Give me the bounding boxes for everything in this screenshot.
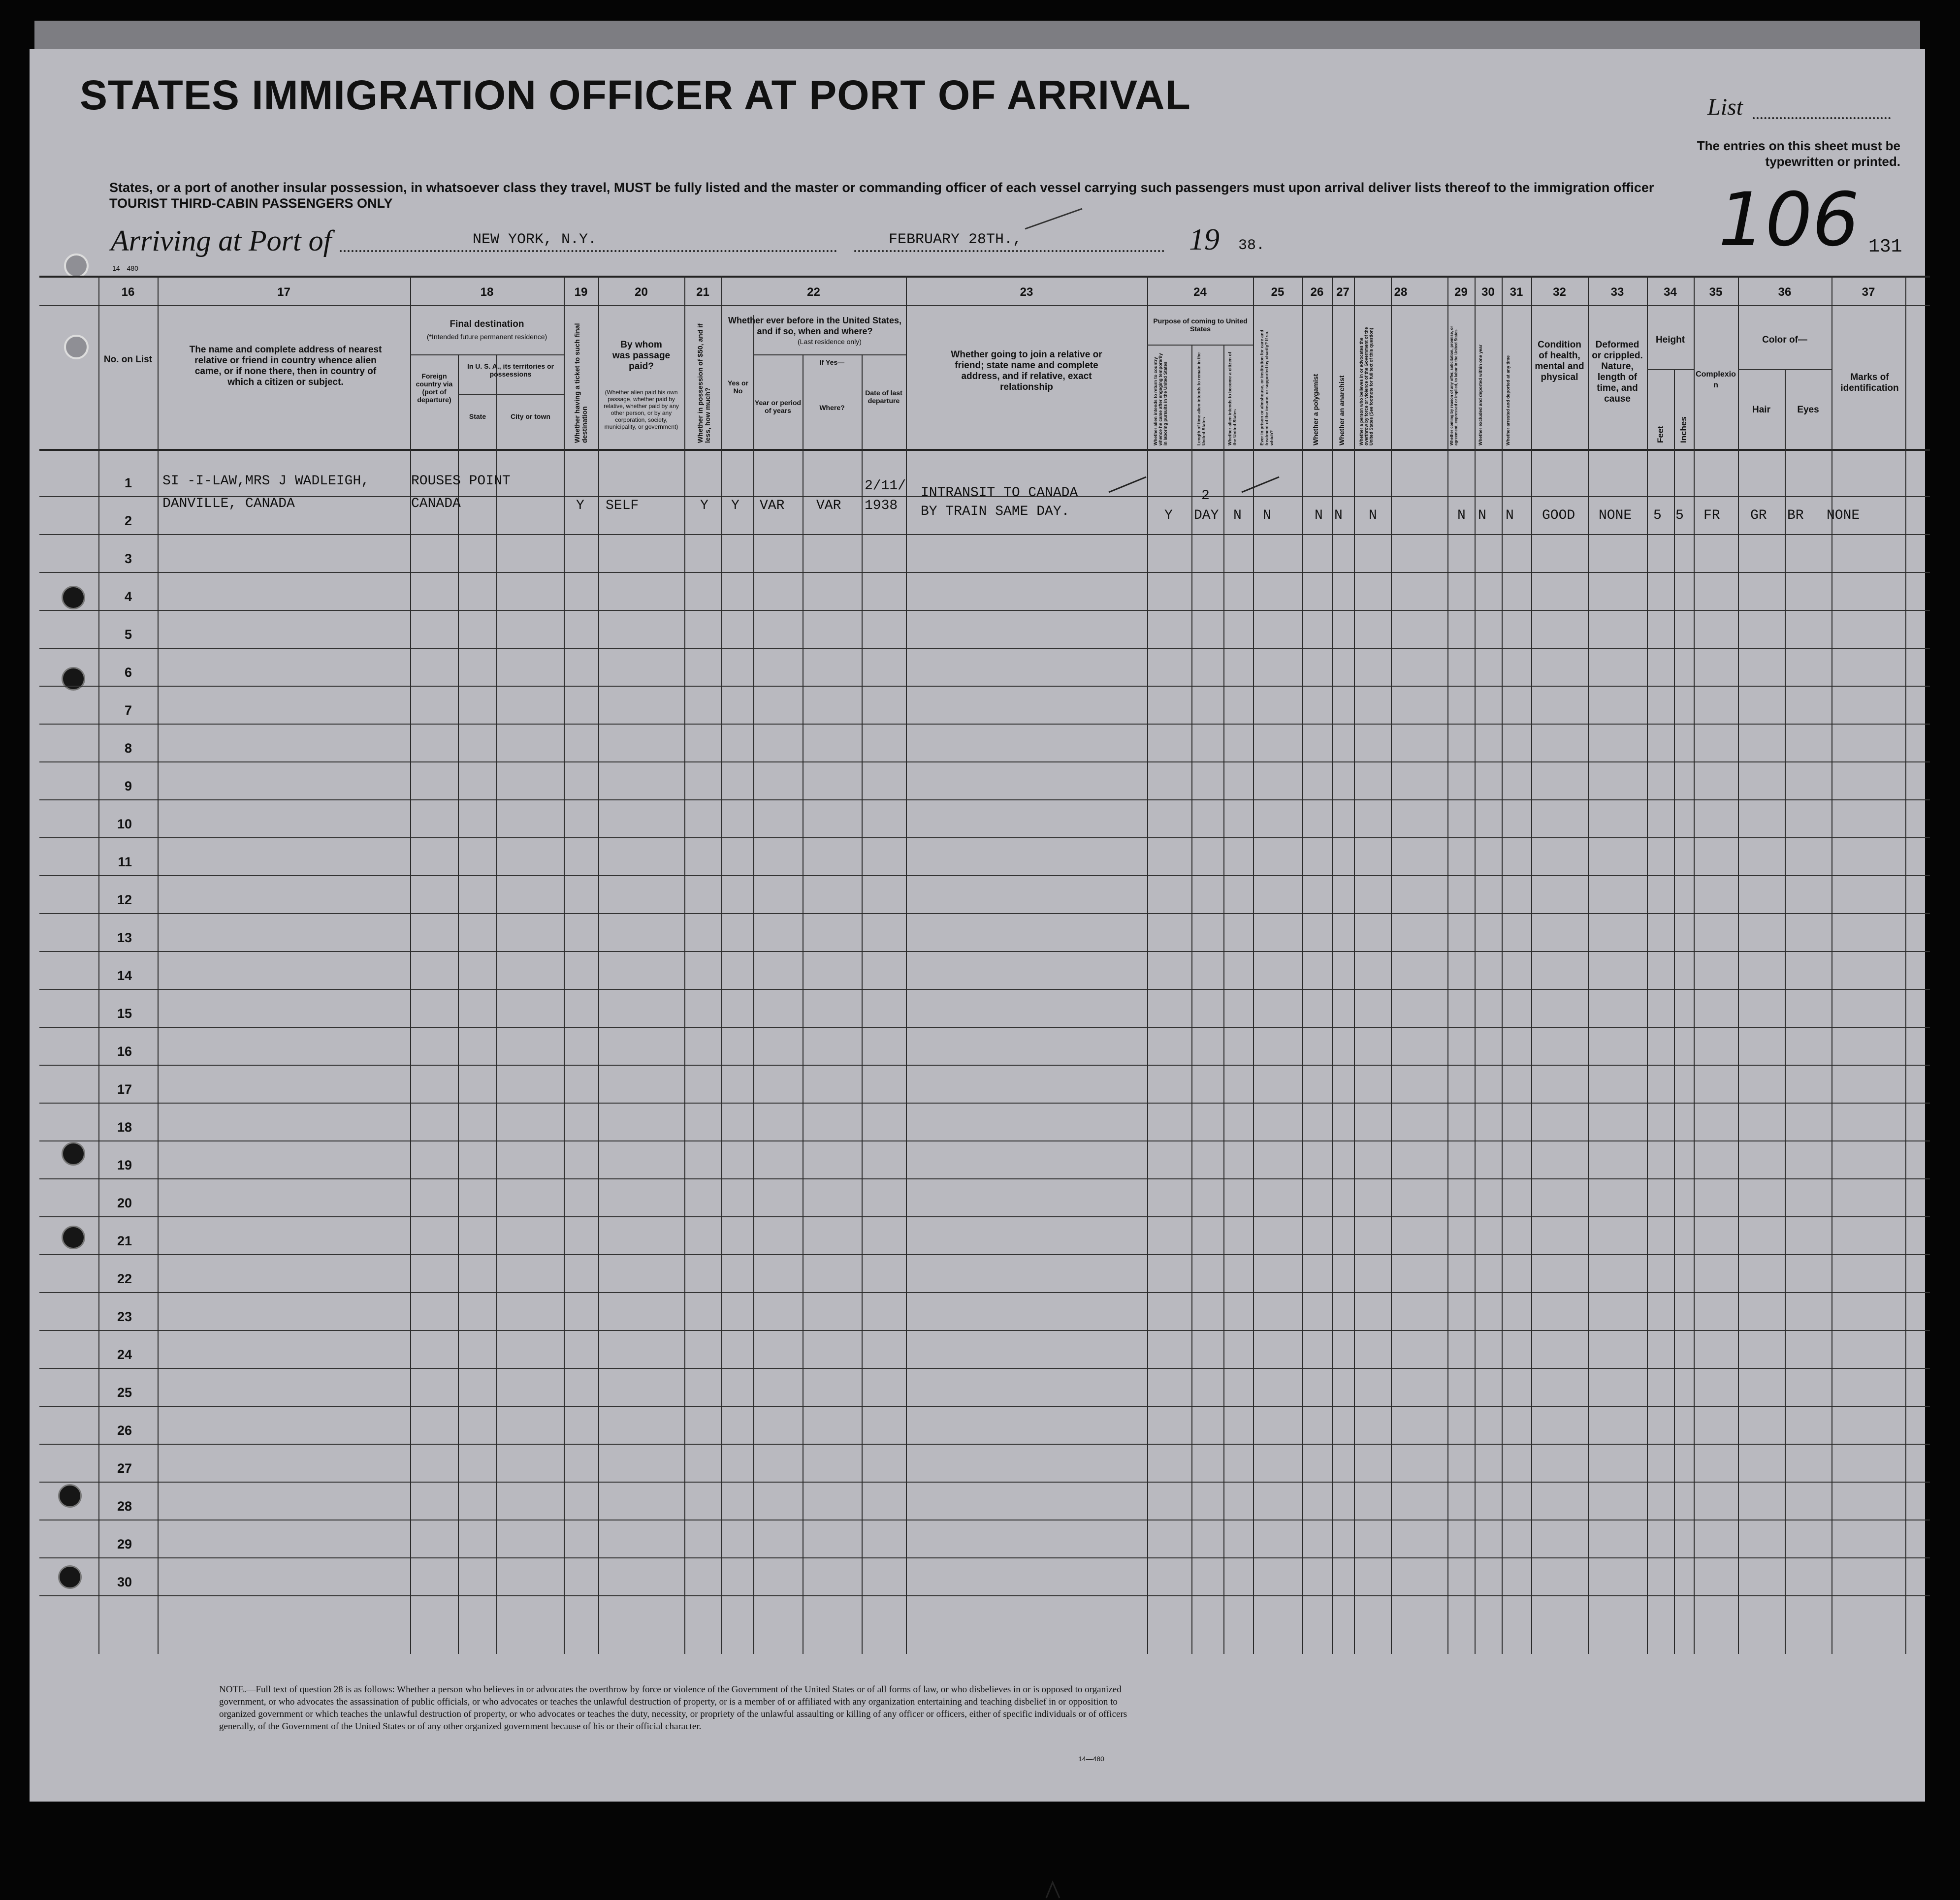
row-number: 15: [117, 1006, 132, 1021]
col-divider: [1391, 276, 1392, 1654]
row-number: 26: [117, 1423, 132, 1438]
col-divider: [1147, 276, 1148, 1654]
row-rule: [39, 837, 1930, 838]
col-divider: [1502, 276, 1503, 1654]
header-no-on-list: No. on List: [103, 354, 153, 365]
header-ticket: Whether having a ticket to such final destination: [573, 323, 588, 443]
col-number: 31: [1510, 285, 1523, 299]
row-rule: [39, 799, 1930, 800]
row-number: 4: [124, 589, 132, 604]
height-inches-value: 5: [1675, 508, 1684, 523]
row-rule: [39, 913, 1930, 914]
foreign-port-line2: CANADA: [411, 496, 461, 511]
col-number: 37: [1862, 285, 1875, 299]
last-departure-line1: 2/11/: [865, 478, 906, 494]
col-number: 16: [121, 285, 135, 299]
col-divider: [1738, 276, 1739, 1654]
header-question-31: Whether arrested and deported at any time: [1506, 355, 1510, 445]
port-dotted-line: [340, 250, 837, 252]
row-rule: [39, 1178, 1930, 1179]
question-28-value: N: [1369, 508, 1377, 523]
col-number: 29: [1454, 285, 1468, 299]
row-rule: [39, 686, 1930, 687]
header-foreign-country: Foreign country via (port of departure): [416, 372, 453, 404]
col-divider: [1531, 276, 1532, 1654]
last-departure-line2: 1938: [865, 498, 898, 513]
before-us-value: Y: [731, 498, 739, 513]
port-value: NEW YORK, N.Y.: [473, 231, 597, 248]
header-purpose: Purpose of coming to United States: [1153, 317, 1248, 333]
header-final-destination-note: (*Intended future permanent residence): [426, 333, 547, 341]
where-value: VAR: [816, 498, 841, 513]
subtitle-line2: TOURIST THIRD-CABIN PASSENGERS ONLY: [109, 196, 393, 211]
header-color: Color of—: [1762, 335, 1807, 345]
hair-value: GR: [1750, 508, 1767, 523]
col-divider: [1191, 345, 1192, 1654]
col-divider: [906, 276, 907, 1654]
header-period: Year or period of years: [754, 399, 802, 414]
subhead-rule: [753, 354, 906, 355]
col-number: 27: [1336, 285, 1350, 299]
col-number: 32: [1553, 285, 1566, 299]
col-divider: [1447, 276, 1448, 1654]
row-rule: [39, 1292, 1930, 1293]
binder-hole: [64, 253, 89, 278]
col-divider: [1332, 276, 1333, 1654]
col-number: 23: [1020, 285, 1033, 299]
page-title: STATES IMMIGRATION OFFICER AT PORT OF ARRIVAL: [80, 72, 1191, 118]
col-number: 17: [277, 285, 290, 299]
col-divider: [564, 276, 565, 1654]
length-line1: 2: [1201, 488, 1210, 504]
row-rule: [39, 724, 1930, 725]
header-prison: Ever in prison or almshouse, or institution for care and treatment of the insane, or supported by charity? If so, which?: [1259, 329, 1274, 445]
col-number: 19: [574, 285, 588, 299]
header-marks: Marks of identification: [1840, 372, 1899, 393]
row-rule: [39, 1027, 1930, 1028]
paid-by-value: SELF: [606, 498, 639, 513]
col-number: 20: [635, 285, 648, 299]
row-number: 24: [117, 1347, 132, 1362]
col-number: 22: [807, 285, 820, 299]
row-number: 7: [124, 703, 132, 718]
question-31-value: N: [1506, 508, 1514, 523]
header-yes-no: Yes or No: [727, 379, 749, 395]
row-rule: [39, 1406, 1930, 1407]
row-number: 22: [117, 1271, 132, 1286]
row-number: 9: [124, 779, 132, 793]
row-rule: [39, 1330, 1930, 1331]
col-number: 28: [1394, 285, 1408, 299]
row-rule: [39, 1140, 1930, 1141]
col-number: 25: [1271, 285, 1285, 299]
row-rule: [39, 1557, 1930, 1558]
header-deformed: Deformed or crippled. Nature, length of time, and cause: [1592, 340, 1643, 404]
check-mark-icon: [1241, 475, 1280, 495]
row-number: 20: [117, 1196, 132, 1210]
date-dotted-line: [854, 250, 1164, 252]
col-divider: [1831, 276, 1832, 1654]
col-divider: [458, 354, 459, 1654]
list-dotted-line: [1753, 117, 1891, 119]
col-divider: [1785, 369, 1786, 1654]
row-rule: [39, 1444, 1930, 1445]
header-last-residence: (Last residence only): [798, 338, 862, 346]
row-number: 1: [124, 475, 132, 490]
row-number: 5: [124, 627, 132, 642]
header-feet: Feet: [1656, 426, 1665, 443]
col-number: 26: [1310, 285, 1324, 299]
subhead-rule: [410, 354, 564, 355]
row-number: 3: [124, 551, 132, 566]
subhead-rule: [458, 394, 564, 395]
marks-value: NONE: [1827, 508, 1860, 523]
header-top-rule: [39, 276, 1930, 278]
row-rule: [39, 1595, 1930, 1596]
row-number: 2: [124, 513, 132, 528]
check-mark-icon: [1024, 207, 1083, 231]
col-divider: [1475, 276, 1476, 1654]
question-30-value: N: [1478, 508, 1486, 523]
eyes-value: BR: [1787, 508, 1804, 523]
page-number: 131: [1868, 236, 1902, 257]
header-return-intent: Whether alien intends to return to country whence he came after engaging temporarily in laboring pursuits in the United States: [1153, 353, 1168, 445]
row-rule: [39, 1103, 1930, 1104]
header-complexion: Complexion: [1696, 370, 1736, 389]
row-number: 16: [117, 1044, 132, 1059]
header-anarchist: Whether an anarchist: [1338, 375, 1346, 445]
row-rule: [39, 875, 1930, 876]
col-number: 33: [1610, 285, 1624, 299]
year-suffix: 38.: [1238, 237, 1265, 254]
header-height: Height: [1655, 335, 1685, 345]
row-rule: [39, 572, 1930, 573]
col-divider: [1674, 369, 1675, 1654]
row-number: 18: [117, 1120, 132, 1135]
row-number: 19: [117, 1158, 132, 1172]
row-number: 6: [124, 665, 132, 680]
subhead-rule: [1147, 345, 1253, 346]
height-feet-value: 5: [1653, 508, 1662, 523]
row-number: 27: [117, 1461, 132, 1476]
fifty-dollars-value: Y: [700, 498, 708, 513]
col-divider: [721, 276, 722, 1654]
length-line2: DAY: [1194, 508, 1219, 523]
row-number: 30: [117, 1575, 132, 1589]
row-rule: [39, 534, 1930, 535]
header-eyes: Eyes: [1797, 405, 1819, 415]
header-health: Condition of health, mental and physical: [1535, 340, 1584, 382]
header-citizen-intent: Whether alien intends to become a citizen of the United States: [1227, 351, 1237, 445]
header-join-relative: Whether going to join a relative or friend; state name and complete address, and if relative, exact relationship: [951, 349, 1102, 392]
row-rule: [39, 1065, 1930, 1066]
citizen-value: N: [1233, 508, 1242, 523]
header-question-28: Whether a person who believes in or advocates the overthrow by force or violence of the Government of the United States (See footnote for full text of this question): [1359, 327, 1374, 445]
deformed-value: NONE: [1599, 508, 1632, 523]
col-divider: [684, 276, 685, 1654]
header-passage-paid: By whom was passage paid?: [612, 340, 671, 372]
col-divider: [496, 354, 497, 1654]
col-divider: [1588, 276, 1589, 1654]
col-divider: [158, 276, 159, 1654]
header-state: State: [469, 412, 486, 420]
col-number: 34: [1664, 285, 1677, 299]
form-code-top: 14—480: [112, 264, 138, 272]
row-number: 12: [117, 892, 132, 907]
col-divider: [598, 276, 599, 1654]
health-value: GOOD: [1542, 508, 1575, 523]
col-divider: [753, 315, 754, 1654]
col-number: 35: [1709, 285, 1723, 299]
col-divider: [1647, 276, 1648, 1654]
row-number: 23: [117, 1309, 132, 1324]
subtitle-line1: States, or a port of another insular possession, in whatsoever class they travel, MUST be fully listed and the master or commanding officer of each vessel carrying such passengers must upon arrival deliver lists thereof to the immigration officer: [109, 180, 1654, 195]
entries-note: The entries on this sheet must be typewritten or printed.: [1697, 138, 1900, 169]
col-divider: [98, 276, 99, 1654]
form-code-bottom: 14—480: [1078, 1755, 1104, 1763]
row-rule: [39, 1368, 1930, 1369]
header-final-destination: Final destination: [450, 319, 524, 329]
col-divider: [1905, 276, 1906, 1654]
col-number: 24: [1193, 285, 1207, 299]
joining-line2: BY TRAIN SAME DAY.: [921, 504, 1070, 519]
col-number: 18: [480, 285, 494, 299]
row-rule: [39, 1216, 1930, 1217]
foreign-port-line1: ROUSES POINT: [411, 474, 511, 489]
row-number: 17: [117, 1082, 132, 1097]
return-intent-value: Y: [1164, 508, 1173, 523]
col-divider: [1223, 345, 1224, 1654]
header-bottom-rule: [39, 449, 1930, 451]
header-before-us: Whether ever before in the United States, and if so, when and where?: [728, 316, 902, 336]
anarchist-value: N: [1334, 508, 1343, 523]
list-label: List: [1707, 94, 1743, 120]
row-number: 25: [117, 1385, 132, 1400]
header-fifty-dollars: Whether in possession of $50, and if less, how much?: [696, 323, 711, 443]
ticket-value: Y: [576, 498, 584, 513]
row-rule: [39, 1254, 1930, 1255]
col-divider: [1354, 276, 1355, 1654]
header-where: Where?: [819, 404, 845, 412]
header-passage-note: (Whether alien paid his own passage, whether paid by relative, whether paid by any other person, or by any corporation, society, municipality, or government): [604, 389, 679, 430]
header-inches: Inches: [1679, 416, 1688, 443]
list-number: 106: [1718, 177, 1860, 263]
col-divider: [862, 354, 863, 1654]
row-rule: [39, 951, 1930, 952]
col-divider: [1302, 276, 1303, 1654]
header-polygamist: Whether a polygamist: [1312, 374, 1319, 445]
header-city: City or town: [511, 412, 550, 420]
row-number: 11: [118, 855, 132, 869]
period-value: VAR: [760, 498, 785, 513]
header-question-30: Whether excluded and deported within one year: [1478, 344, 1483, 445]
row-rule: [39, 989, 1930, 990]
polygamist-value: N: [1315, 508, 1323, 523]
footnote-question-28: NOTE.—Full text of question 28 is as follows: Whether a person who believes in or advocates the overthrow by force or violence of the Government of the United States or of all forms of law, or who disbelieves in or is opposed to organized government, or who advocates the assassination of public officials, or who advocates or teaches the unlawful destruction of property, or is a member of or affiliated with any organization entertaining and teaching disbelief in or opposition to organized government or which teaches the unlawful destruction of property, or who advocates or teaches the duty, necessity, or propriety of the unlawful assaulting or killing of any officer or officers, either of specific individuals or of officers generally, of the Government of the United States or of any other organized government because of his or their official character.: [219, 1684, 1127, 1732]
subhead-rule: [1647, 369, 1694, 370]
header-hair: Hair: [1752, 405, 1770, 415]
header-last-departure: Date of last departure: [865, 389, 902, 405]
row-number: 29: [117, 1537, 132, 1552]
row-number: 14: [117, 968, 132, 983]
relative-address-line2: DANVILLE, CANADA: [162, 496, 295, 511]
year-prefix: 19: [1189, 223, 1220, 256]
header-relative-address: The name and complete address of nearest relative or friend in country whence alien came, or if none there, then in country of which a citizen or subject.: [189, 345, 382, 387]
header-question-29: Whether coming by reason of any offer, solicitation, promise, or agreement, expressed or implied, to labor in the United States: [1449, 326, 1458, 445]
header-in-usa: In U. S. A., its territories or possessions: [467, 362, 554, 378]
col-number: 36: [1778, 285, 1792, 299]
row-rule: [39, 1482, 1930, 1483]
colnum-rule: [39, 305, 1930, 306]
complexion-value: FR: [1703, 508, 1720, 523]
row-number: 10: [117, 817, 132, 831]
caret-mark-icon: [1044, 1880, 1063, 1900]
col-number: 21: [696, 285, 709, 299]
date-value: FEBRUARY 28TH.,: [889, 231, 1022, 248]
subhead-rule: [1738, 369, 1831, 370]
row-number: 28: [117, 1499, 132, 1514]
col-divider: [1694, 276, 1695, 1654]
header-if-yes: If Yes—: [819, 358, 845, 366]
header-length-of-stay: Length of time alien intends to remain in the United States: [1196, 352, 1206, 445]
manifest-table: [39, 276, 1930, 1654]
row-number: 21: [117, 1234, 132, 1248]
joining-line1: INTRANSIT TO CANADA: [921, 485, 1078, 501]
prison-value: N: [1263, 508, 1271, 523]
row-number: 13: [117, 930, 132, 945]
relative-address-line1: SI -I-LAW,MRS J WADLEIGH,: [162, 474, 370, 489]
row-rule: [39, 761, 1930, 762]
question-29-value: N: [1457, 508, 1466, 523]
arriving-label: Arriving at Port of: [111, 224, 332, 257]
row-rule: [39, 648, 1930, 649]
check-mark-icon: [1108, 475, 1147, 495]
col-number: 30: [1481, 285, 1495, 299]
row-number: 8: [124, 741, 132, 756]
row-rule: [39, 610, 1930, 611]
